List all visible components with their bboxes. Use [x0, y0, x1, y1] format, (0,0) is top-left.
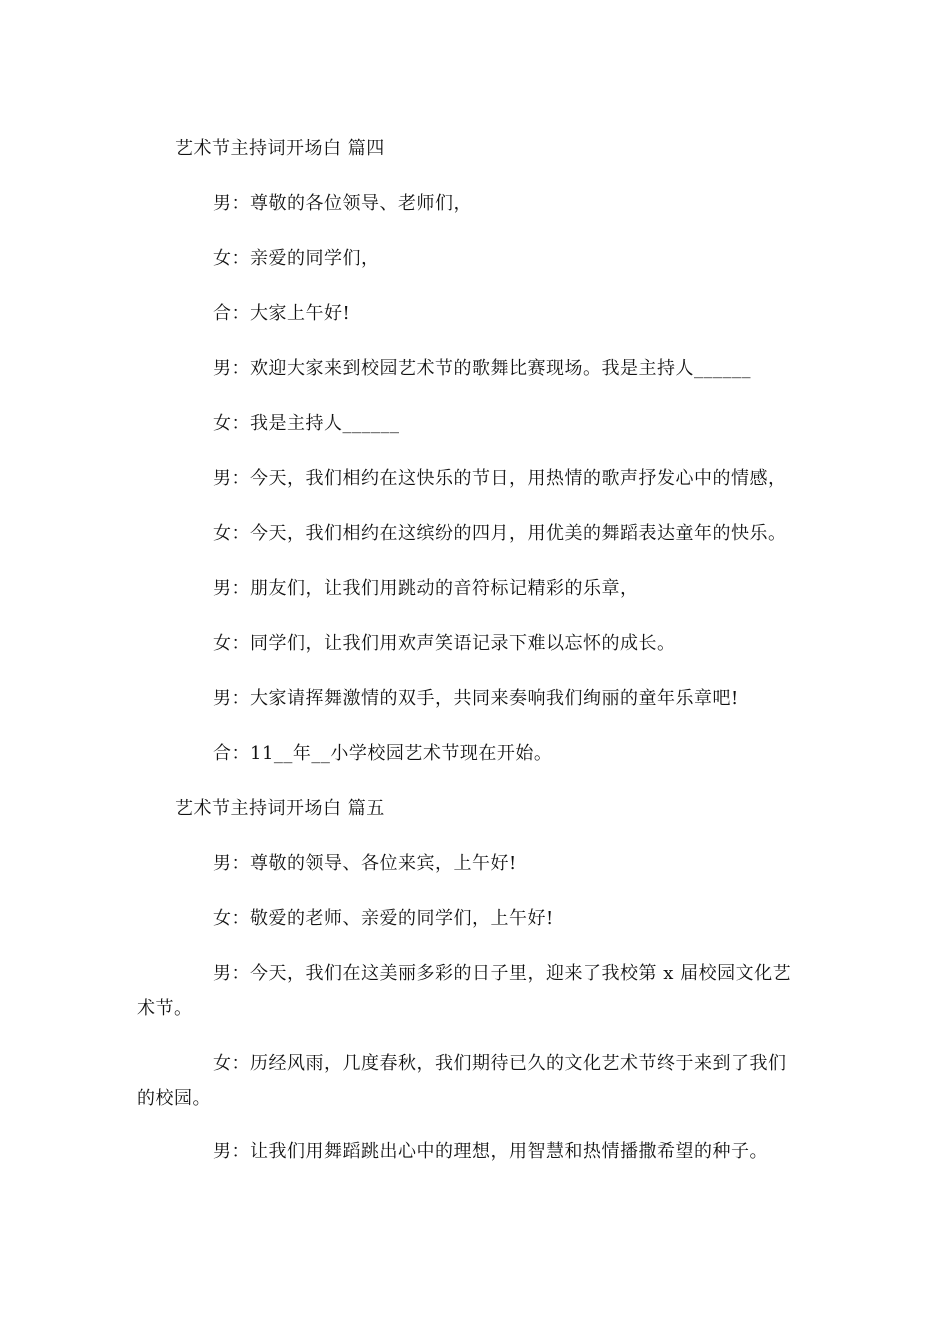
paragraph: 男：欢迎大家来到校园艺术节的歌舞比赛现场。我是主持人______ — [213, 358, 751, 379]
paragraph: 女：亲爱的同学们， — [213, 248, 380, 269]
paragraph: 男：今天，我们相约在这快乐的节日，用热情的歌声抒发心中的情感， — [213, 468, 787, 489]
paragraph-continuation: 术节。 — [137, 998, 193, 1019]
paragraph-first-line: 男：今天，我们在这美丽多彩的日子里，迎来了我校第 x 届校园文化艺 — [213, 963, 792, 984]
section-heading-4: 艺术节主持词开场白 篇四 — [175, 138, 385, 159]
paragraph: 女：同学们，让我们用欢声笑语记录下难以忘怀的成长。 — [213, 633, 676, 654]
paragraph: 合：11__年__小学校园艺术节现在开始。 — [213, 743, 553, 764]
paragraph-continuation: 的校园。 — [137, 1088, 211, 1109]
paragraph: 男：朋友们，让我们用跳动的音符标记精彩的乐章， — [213, 578, 639, 599]
paragraph: 男：大家请挥舞激情的双手，共同来奏响我们绚丽的童年乐章吧! — [213, 688, 739, 709]
paragraph: 女：我是主持人______ — [213, 413, 400, 434]
section-heading-5: 艺术节主持词开场白 篇五 — [175, 798, 385, 819]
paragraph: 女：敬爱的老师、亲爱的同学们，上午好! — [213, 908, 554, 929]
paragraph: 女：今天，我们相约在这缤纷的四月，用优美的舞蹈表达童年的快乐。 — [213, 523, 787, 544]
paragraph: 男：尊敬的领导、各位来宾，上午好! — [213, 853, 517, 874]
paragraph: 男：尊敬的各位领导、老师们， — [213, 193, 472, 214]
paragraph: 合：大家上午好! — [213, 303, 351, 324]
paragraph: 男：让我们用舞蹈跳出心中的理想，用智慧和热情播撒希望的种子。 — [213, 1141, 768, 1162]
paragraph-first-line: 女：历经风雨，几度春秋，我们期待已久的文化艺术节终于来到了我们 — [213, 1053, 787, 1074]
